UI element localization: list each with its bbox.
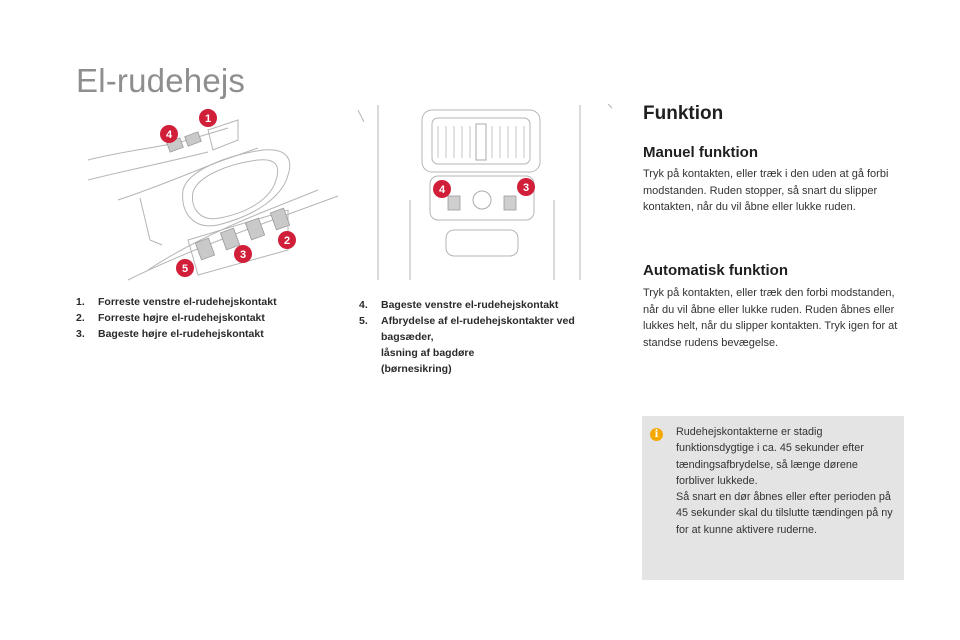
list-item: 5. Afbrydelse af el-rudehejskontakter ved bagsæder, låsning af bagdøre (børnesikring) xyxy=(359,315,575,375)
automatisk-heading: Automatisk funktion xyxy=(643,262,788,279)
svg-text:3: 3 xyxy=(522,182,530,194)
callout-3 xyxy=(234,245,252,263)
svg-text:5: 5 xyxy=(181,263,189,275)
info-box xyxy=(642,416,904,580)
svg-text:2: 2 xyxy=(283,235,291,247)
svg-text:4: 4 xyxy=(165,129,173,141)
info-text: Rudehejskontakterne er stadig funktionsdygtige i ca. 45 sekunder efter tændingsafbrydelse, så længe dørene forbliver lukkede. Så snart en dør åbnes eller efter perioden på 45 sekunder skal du tilslutte tændingen på ny for at kunne aktivere ruderne. xyxy=(676,426,893,536)
funktion-heading: Funktion xyxy=(643,103,724,124)
svg-text:3: 3 xyxy=(239,249,247,261)
callout-5 xyxy=(176,259,194,277)
callout-2 xyxy=(278,231,296,249)
callout-3 xyxy=(517,178,535,196)
page-title: El-rudehejs xyxy=(76,62,246,99)
callout-1 xyxy=(199,109,217,127)
rear-console-illustration xyxy=(350,100,612,282)
list-item: 1. Forreste venstre el-rudehejskontakt xyxy=(76,296,277,308)
front-door-switches-illustration xyxy=(88,100,344,282)
switch-list-rear xyxy=(359,297,629,377)
svg-text:4: 4 xyxy=(438,184,446,196)
svg-text:1: 1 xyxy=(204,113,212,125)
callout-4 xyxy=(433,180,451,198)
info-icon: i xyxy=(650,428,663,441)
manuel-heading: Manuel funktion xyxy=(643,144,758,161)
switch-list-front xyxy=(76,294,346,342)
list-item: 4. Bageste venstre el-rudehejskontakt xyxy=(359,299,559,311)
manuel-text: Tryk på kontakten, eller træk i den uden at gå forbi modstanden. Ruden stopper, så snart du slipper kontakten, når du vil åbne eller lukke ruden. xyxy=(643,168,889,213)
list-item: 2. Forreste højre el-rudehejskontakt xyxy=(76,312,265,324)
list-item: 3. Bageste højre el-rudehejskontakt xyxy=(76,328,264,340)
automatisk-text: Tryk på kontakten, eller træk den forbi modstanden, når du vil åbne eller lukke ruden. Ruden åbnes eller lukkes helt, når du slipper kontakten. Tryk igen for at standse rudens bevægelse. xyxy=(643,287,898,349)
callout-4 xyxy=(160,125,178,143)
